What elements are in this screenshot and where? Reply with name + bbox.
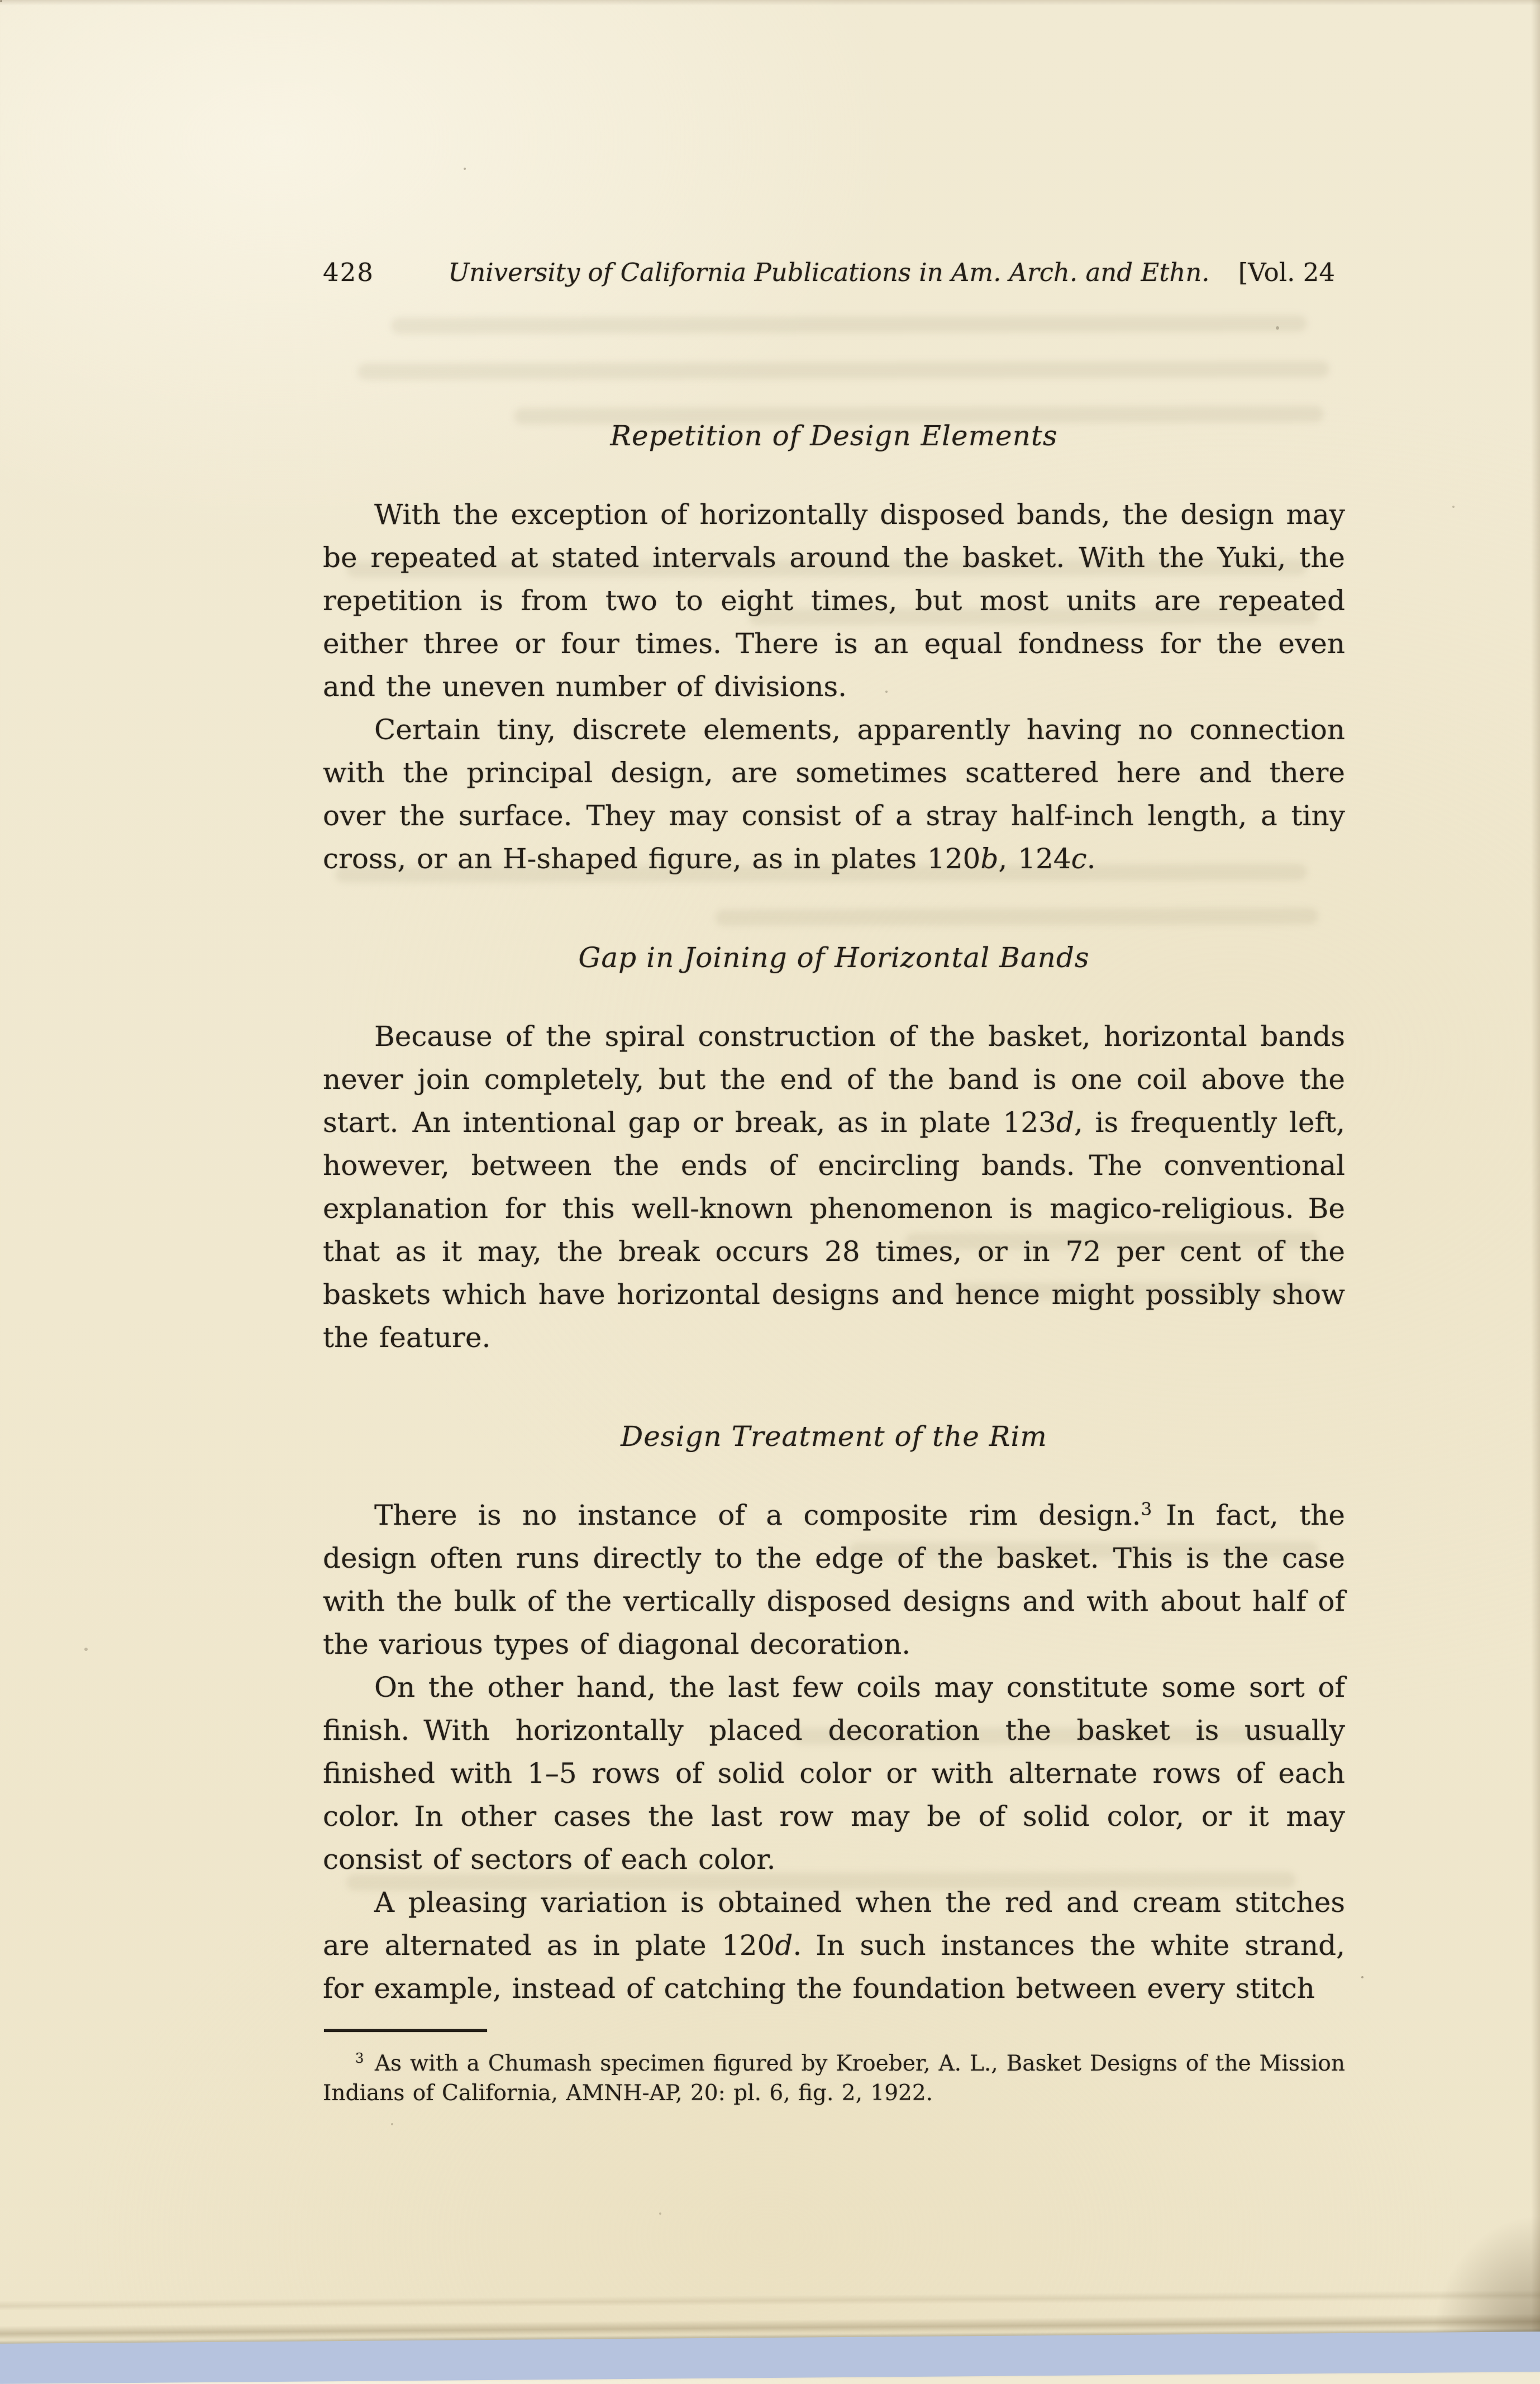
bleed-through-smudge bbox=[391, 315, 1307, 334]
text-run: Certain tiny, discrete elements, apparently having no connection with the principal design, are sometimes scattered here and there over the surface. They may consist of a stray half-inch length, a tiny cross, or an H-shaped figure, as in plates 120 bbox=[323, 713, 1345, 875]
sections-container bbox=[323, 415, 1345, 2010]
text-run: A pleasing variation is obtained when the red and cream stitches are alternated as in plate 120 bbox=[323, 1886, 1345, 1962]
page-top-edge-shadow bbox=[0, 0, 1540, 6]
body-paragraph bbox=[323, 708, 1345, 881]
volume-label: [Vol. 24 bbox=[1238, 258, 1335, 287]
bottom-right-corner-fold-shadow bbox=[1417, 2198, 1540, 2343]
text-run: There is no instance of a composite rim design. bbox=[374, 1499, 1141, 1531]
section-heading: Gap in Joining of Horizontal Bands bbox=[578, 941, 1090, 974]
body-paragraph bbox=[323, 1494, 1345, 1666]
page-right-edge-shadow bbox=[1531, 0, 1540, 2354]
page-number: 428 bbox=[323, 258, 374, 287]
section-heading: Design Treatment of the Rim bbox=[621, 1420, 1047, 1453]
page-header bbox=[323, 256, 1335, 295]
body-paragraph bbox=[323, 1015, 1345, 1359]
text-run: In fact, the design often runs directly to the edge of the basket. This is the case with the bulk of the vertically disposed designs and with about half of the various types of diagonal decoration. bbox=[323, 1499, 1345, 1660]
text-run: . In such instances the white strand, for example, instead of catching the foundation between every stitch bbox=[323, 1929, 1345, 2005]
body-paragraph bbox=[323, 1666, 1345, 1881]
text-run: Because of the spiral construction of the basket, horizontal bands never join completely, but the end of the band is one coil above the start. An intentional gap or break, as in plate 123 bbox=[323, 1020, 1345, 1139]
body-paragraph bbox=[323, 493, 1345, 708]
footnote-reference: 3 bbox=[1141, 1499, 1152, 1520]
body-paragraph bbox=[323, 1881, 1345, 2010]
text-run: d bbox=[775, 1929, 793, 1962]
footnote bbox=[323, 2029, 1345, 2108]
page-body bbox=[323, 415, 1345, 2108]
footnote-rule bbox=[324, 2029, 487, 2032]
text-run: d bbox=[1056, 1106, 1074, 1139]
text-run: On the other hand, the last few coils may constitute some sort of finish. With horizontally placed decoration the basket is usually finished with 1–5 rows of solid color or with alternate rows of each color. In other cases the last row may be of solid color, or it may consist of sectors of each color. bbox=[323, 1671, 1345, 1876]
running-title: University of California Publications in Am. Arch. and Ethn. bbox=[448, 258, 1210, 287]
text-run: With the exception of horizontally disposed bands, the design may be repeated at stated intervals around the basket. With the Yuki, the repetition is from two to eight times, but most units are repeated either three or four times. There is an equal fondness for the even and the uneven number of divisions. bbox=[323, 498, 1345, 703]
footnote-text bbox=[323, 2049, 1345, 2108]
text-run: , 124 bbox=[998, 843, 1071, 875]
section-heading: Repetition of Design Elements bbox=[610, 420, 1058, 452]
text-run: b bbox=[980, 843, 999, 875]
text-run: c bbox=[1071, 843, 1087, 875]
bleed-through-smudge bbox=[357, 361, 1329, 380]
text-run: As with a Chumash specimen figured by Kroeber, A. L., Basket Designs of the Mission Indians of California, AMNH-AP, 20: pl. 6, fig. 2, 1922. bbox=[323, 2051, 1345, 2106]
page-bottom-crease-soft bbox=[0, 2290, 1540, 2311]
text-run: , is frequently left, however, between the ends of encircling bands. The conventional explanation for this well-known phenomenon is magico-religious. Be that as it may, the break occurs 28 times, or in 72 per cent of the baskets which have horizontal designs and hence might possibly show the feature. bbox=[323, 1106, 1345, 1354]
page-bottom-edge bbox=[0, 2331, 1540, 2384]
footnote-marker: 3 bbox=[355, 2050, 364, 2066]
text-run: . bbox=[1086, 843, 1096, 875]
